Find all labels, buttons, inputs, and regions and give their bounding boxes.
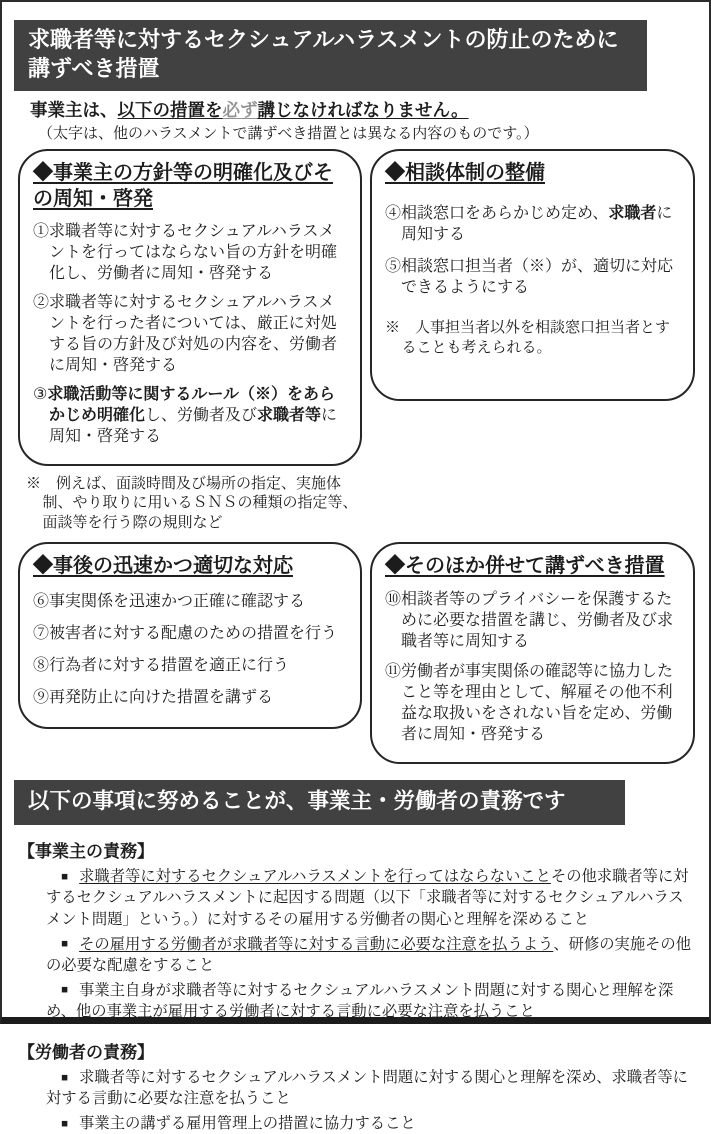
text-segment: 必ず	[222, 100, 258, 121]
text-segment: 求職者等に対するセクシュアルハラスメントを行ってはならないこと	[79, 868, 551, 886]
box-response-items	[33, 591, 348, 708]
text-segment: 講じなければなりません。	[257, 100, 469, 121]
measure-item: ①求職者等に対するセクシュアルハラスメントを行ってはならない旨の方針を明確化し、労働者に周知・啓発する	[33, 222, 338, 282]
cell-other	[370, 542, 695, 764]
bullet-square-icon: ■	[61, 984, 69, 997]
cell-consultation	[370, 149, 695, 401]
measure-item: ⑧行為者に対する措置を適正に行う	[33, 656, 290, 674]
box-consultation-note: ※ 人事担当者以外を相談窓口担当者とすることも考えられる。	[385, 319, 671, 356]
text-segment: 求職活動等に関するルール（※）をあらかじめ明確化	[47, 386, 336, 425]
employer-duty-list	[46, 866, 695, 1022]
measure-item: ⑦被害者に対する配慮のための措置を行う	[33, 624, 338, 642]
section2-title: 以下の事項に努めることが、事業主・労働者の責務です	[28, 789, 566, 814]
duty-bullet: ■ 事業主の講ずる雇用管理上の措置に協力すること	[61, 1115, 416, 1133]
employer-duty-heading: 【事業主の責務】	[18, 842, 154, 862]
measure-item: ③求職活動等に関するルール（※）をあらかじめ明確化し、労働者及び求職者等に周知・啓発する	[33, 386, 338, 446]
text-segment: 求職者	[608, 204, 657, 222]
section2-title-bar	[14, 780, 625, 825]
bullet-square-icon: ■	[61, 870, 69, 883]
box-other-items	[385, 589, 681, 746]
measure-item: ⑤相談窓口担当者（※）が、適切に対応できるようにする	[385, 258, 674, 297]
cell-response	[18, 542, 362, 729]
bullet-square-icon: ■	[61, 938, 69, 951]
section1-title-bar	[14, 20, 647, 91]
text-segment: 以下の措置を	[117, 100, 223, 121]
worker-duty-list	[46, 1067, 695, 1134]
duty-bullet: ■ 事業主自身が求職者等に対するセクシュアルハラスメント問題に対する関心と理解を深め、他の事業主が雇用する労働者に対する言動に必要な注意を払うこと	[46, 981, 674, 1020]
measure-item: ⑪労働者が事実関係の確認等に協力したこと等を理由として、解雇その他不利益な取扱いをされない旨を定め、労働者に周知・啓発する	[385, 663, 674, 744]
measure-item: ②求職者等に対するセクシュアルハラスメントを行った者については、厳正に対処する旨の方針及び対処の内容を、労働者に周知・啓発する	[33, 293, 338, 375]
measure-item: ④相談窓口をあらかじめ定め、求職者に周知する	[385, 204, 673, 244]
text-segment: その雇用する労働者が求職者等に対する言動に必要な注意を払うよう	[79, 935, 554, 953]
box-response-title: ◆事後の迅速かつ適切な対応	[33, 555, 293, 578]
box-policy-outside-note: ※ 例えば、面談時間及び場所の指定、実施体制、やり取りに用いるＳＮＳの種類の指定等、面談等を行う際の規則など	[26, 474, 358, 531]
measure-item: ⑩相談者等のプライバシーを保護するために必要な措置を講じ、労働者及び求職者等に周知する	[385, 590, 674, 650]
text-segment: 事業主は、	[30, 100, 118, 121]
measure-item: ⑥事実関係を迅速かつ正確に確認する	[33, 592, 306, 610]
text-segment: 求職者等	[257, 407, 322, 425]
measures-grid	[18, 149, 695, 764]
box-policy-items	[33, 221, 348, 448]
box-consultation-items	[385, 203, 681, 298]
measure-item: ⑨再発防止に向けた措置を講ずる	[33, 689, 274, 707]
worker-duty-heading: 【労働者の責務】	[18, 1043, 154, 1063]
box-policy-clarification	[18, 149, 362, 465]
duty-bullet: ■ 求職者等に対するセクシュアルハラスメントを行ってはならないことその他求職者等に対するセクシュアルハラスメントに起因する問題（以下「求職者等に対するセクシュアルハラスメント問題」という。）に対するその雇用する労働者の関心と理解を深めること	[46, 868, 689, 928]
section1-title: 求職者等に対するセクシュアルハラスメントの防止のために講ずべき措置	[28, 27, 619, 82]
box-other-measures	[370, 542, 695, 764]
box-consultation-system	[370, 149, 695, 401]
box-other-title: ◆そのほか併せて講ずべき措置	[385, 555, 665, 578]
cell-policy	[18, 149, 362, 532]
intro-note: （太字は、他のハラスメントで講ずべき措置とは異なる内容のものです。）	[38, 124, 539, 142]
box-consultation-title: ◆相談体制の整備	[385, 162, 545, 185]
bullet-square-icon: ■	[61, 1117, 69, 1130]
duty-bullet: ■ その雇用する労働者が求職者等に対する言動に必要な注意を払うよう、研修の実施その他の必要な配慮をすること	[46, 935, 692, 974]
intro-line	[30, 99, 709, 122]
box-prompt-response	[18, 542, 362, 729]
box-policy-title: ◆事業主の方針等の明確化及びその周知・啓発	[33, 162, 333, 210]
bullet-square-icon: ■	[61, 1071, 69, 1084]
duty-bullet: ■ 求職者等に対するセクシュアルハラスメント問題に対する関心と理解を深め、求職者等に対する言動に必要な注意を払うこと	[46, 1069, 688, 1108]
